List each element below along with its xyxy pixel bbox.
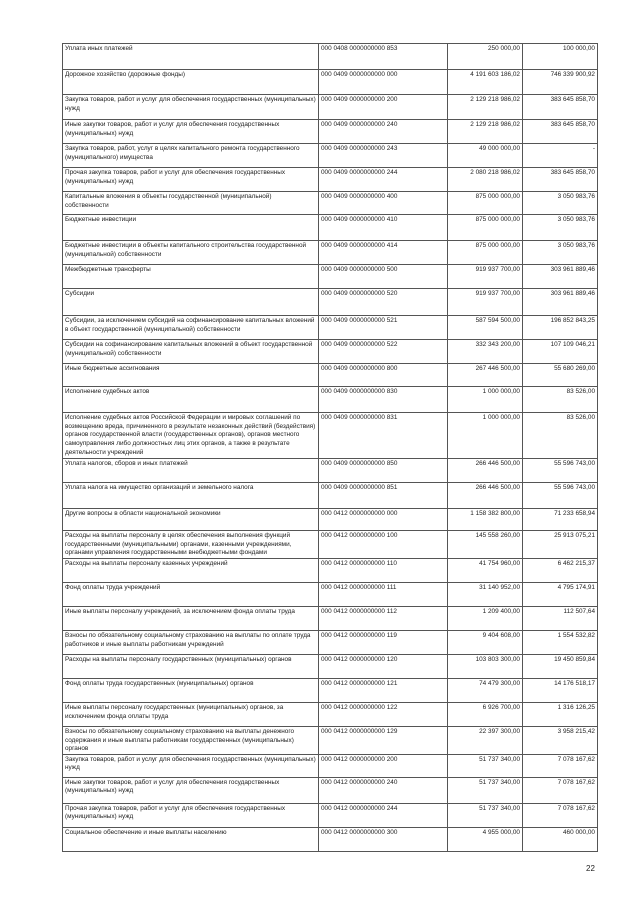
row-plan-cell: 41 754 960,00 (448, 558, 523, 582)
table-row (63, 654, 598, 678)
row-fact-cell: 107 109 046,21 (523, 340, 598, 364)
row-fact-cell: 383 645 858,70 (523, 168, 598, 192)
row-name-cell: Исполнение судебных актов (63, 387, 319, 413)
row-code-cell: 000 0409 0000000000 410 (319, 215, 448, 241)
row-code-cell: 000 0412 0000000000 119 (319, 630, 448, 654)
row-fact-cell: 303 961 889,46 (523, 265, 598, 289)
table-row (63, 726, 598, 754)
row-name-cell: Социальное обеспечение и иные выплаты населению (63, 827, 319, 851)
row-code-cell: 000 0412 0000000000 100 (319, 531, 448, 559)
row-name-cell: Межбюджетные трансферты (63, 265, 319, 289)
row-name-cell: Иные закупки товаров, работ и услуг для обеспечения государственных (муниципальных) нужд (63, 777, 319, 803)
row-fact-cell: 746 339 900,92 (523, 70, 598, 95)
row-plan-cell: 919 937 700,00 (448, 289, 523, 316)
row-fact-cell: 112 507,64 (523, 606, 598, 630)
row-plan-cell: 9 404 608,00 (448, 630, 523, 654)
table-row (63, 241, 598, 265)
budget-expenditure-table (62, 43, 598, 852)
row-name-cell: Субсидии на софинансирование капитальных вложений в объект государственной (муниципальной) собственности (63, 340, 319, 364)
row-fact-cell: - (523, 144, 598, 168)
row-fact-cell: 3 050 983,76 (523, 215, 598, 241)
row-code-cell: 000 0409 0000000000 240 (319, 120, 448, 144)
row-fact-cell: 55 680 269,00 (523, 364, 598, 387)
row-fact-cell: 55 596 743,00 (523, 459, 598, 483)
table-row (63, 120, 598, 144)
row-code-cell: 000 0409 0000000000 500 (319, 265, 448, 289)
row-code-cell: 000 0412 0000000000 244 (319, 803, 448, 827)
row-code-cell: 000 0409 0000000000 000 (319, 70, 448, 95)
row-code-cell: 000 0408 0000000000 853 (319, 44, 448, 70)
row-code-cell: 000 0412 0000000000 111 (319, 582, 448, 606)
row-name-cell: Субсидии, за исключением субсидий на софинансирование капитальных вложений в объект государственной (муниципальной) собственности (63, 316, 319, 340)
row-name-cell: Бюджетные инвестиции (63, 215, 319, 241)
row-plan-cell: 267 446 500,00 (448, 364, 523, 387)
row-code-cell: 000 0412 0000000000 300 (319, 827, 448, 851)
row-name-cell: Другие вопросы в области национальной экономики (63, 509, 319, 531)
row-plan-cell: 6 926 700,00 (448, 702, 523, 726)
row-code-cell: 000 0409 0000000000 521 (319, 316, 448, 340)
row-name-cell: Расходы на выплаты персоналу государственных (муниципальных) органов (63, 654, 319, 678)
row-fact-cell: 1 316 126,25 (523, 702, 598, 726)
row-plan-cell: 250 000,00 (448, 44, 523, 70)
row-code-cell: 000 0409 0000000000 400 (319, 192, 448, 215)
row-fact-cell: 14 176 518,17 (523, 678, 598, 702)
table-row (63, 754, 598, 777)
table-body (63, 44, 598, 852)
row-plan-cell: 1 000 000,00 (448, 387, 523, 413)
row-code-cell: 000 0412 0000000000 122 (319, 702, 448, 726)
row-name-cell: Иные выплаты персоналу учреждений, за исключением фонда оплаты труда (63, 606, 319, 630)
table-row (63, 168, 598, 192)
row-plan-cell: 875 000 000,00 (448, 241, 523, 265)
row-plan-cell: 875 000 000,00 (448, 215, 523, 241)
row-name-cell: Закупка товаров, работ и услуг для обеспечения государственных (муниципальных) нужд (63, 754, 319, 777)
row-name-cell: Фонд оплаты труда учреждений (63, 582, 319, 606)
row-name-cell: Иные бюджетные ассигнования (63, 364, 319, 387)
table-row (63, 777, 598, 803)
row-code-cell: 000 0412 0000000000 200 (319, 754, 448, 777)
table-row (63, 606, 598, 630)
row-code-cell: 000 0412 0000000000 240 (319, 777, 448, 803)
row-plan-cell: 2 129 218 986,02 (448, 120, 523, 144)
table-row (63, 316, 598, 340)
row-code-cell: 000 0409 0000000000 800 (319, 364, 448, 387)
row-fact-cell: 3 050 983,76 (523, 192, 598, 215)
row-name-cell: Иные закупки товаров, работ и услуг для обеспечения государственных (муниципальных) нужд (63, 120, 319, 144)
table-row (63, 827, 598, 851)
row-plan-cell: 2 129 218 986,02 (448, 95, 523, 120)
row-plan-cell: 587 594 500,00 (448, 316, 523, 340)
row-fact-cell: 25 913 075,21 (523, 531, 598, 559)
table-row (63, 630, 598, 654)
row-name-cell: Взносы по обязательному социальному страхованию на выплаты денежного содержания и иные выплаты работникам государственных (муниципальных) органов (63, 726, 319, 754)
row-fact-cell: 7 078 167,62 (523, 777, 598, 803)
table-row (63, 509, 598, 531)
row-code-cell: 000 0412 0000000000 110 (319, 558, 448, 582)
row-fact-cell: 83 526,00 (523, 387, 598, 413)
row-code-cell: 000 0409 0000000000 244 (319, 168, 448, 192)
table-row (63, 531, 598, 559)
row-name-cell: Бюджетные инвестиции в объекты капитального строительства государственной (муниципальной) собственности (63, 241, 319, 265)
table-row (63, 215, 598, 241)
table-row (63, 44, 598, 70)
page-number: 22 (586, 864, 595, 873)
row-plan-cell: 31 140 952,00 (448, 582, 523, 606)
row-fact-cell: 4 795 174,91 (523, 582, 598, 606)
row-code-cell: 000 0412 0000000000 121 (319, 678, 448, 702)
document-page (62, 43, 597, 852)
row-fact-cell: 71 233 658,94 (523, 509, 598, 531)
row-code-cell: 000 0409 0000000000 243 (319, 144, 448, 168)
row-code-cell: 000 0409 0000000000 522 (319, 340, 448, 364)
row-plan-cell: 49 000 000,00 (448, 144, 523, 168)
row-plan-cell: 2 080 218 986,02 (448, 168, 523, 192)
row-plan-cell: 266 446 500,00 (448, 459, 523, 483)
row-name-cell: Субсидии (63, 289, 319, 316)
table-row (63, 387, 598, 413)
row-name-cell: Исполнение судебных актов Российской Федерации и мировых соглашений по возмещению вреда, причиненного в результате незаконных действий (бездействия) органов государственной власти (государственных органов), органов местного самоуправления либо должностных лиц этих органов, а также в результате деятельности учреждений (63, 413, 319, 459)
row-code-cell: 000 0412 0000000000 120 (319, 654, 448, 678)
row-plan-cell: 875 000 000,00 (448, 192, 523, 215)
table-row (63, 483, 598, 509)
row-fact-cell: 6 462 215,37 (523, 558, 598, 582)
row-code-cell: 000 0409 0000000000 520 (319, 289, 448, 316)
row-plan-cell: 332 343 200,00 (448, 340, 523, 364)
row-fact-cell: 383 645 858,70 (523, 120, 598, 144)
row-name-cell: Прочая закупка товаров, работ и услуг для обеспечения государственных (муниципальных) нужд (63, 803, 319, 827)
row-code-cell: 000 0409 0000000000 850 (319, 459, 448, 483)
table-row (63, 558, 598, 582)
row-fact-cell: 1 554 532,82 (523, 630, 598, 654)
row-name-cell: Расходы на выплаты персоналу казенных учреждений (63, 558, 319, 582)
table-row (63, 95, 598, 120)
row-fact-cell: 83 526,00 (523, 413, 598, 459)
table-row (63, 413, 598, 459)
row-plan-cell: 22 397 300,00 (448, 726, 523, 754)
row-name-cell: Дорожное хозяйство (дорожные фонды) (63, 70, 319, 95)
row-name-cell: Закупка товаров, работ и услуг для обеспечения государственных (муниципальных) нужд (63, 95, 319, 120)
row-plan-cell: 103 803 300,00 (448, 654, 523, 678)
table-row (63, 340, 598, 364)
table-row (63, 678, 598, 702)
table-row (63, 459, 598, 483)
row-plan-cell: 51 737 340,00 (448, 754, 523, 777)
row-code-cell: 000 0409 0000000000 200 (319, 95, 448, 120)
row-plan-cell: 145 558 260,00 (448, 531, 523, 559)
row-fact-cell: 460 000,00 (523, 827, 598, 851)
row-plan-cell: 4 955 000,00 (448, 827, 523, 851)
row-fact-cell: 19 450 859,84 (523, 654, 598, 678)
row-plan-cell: 51 737 340,00 (448, 803, 523, 827)
row-fact-cell: 383 645 858,70 (523, 95, 598, 120)
table-row (63, 702, 598, 726)
row-plan-cell: 919 937 700,00 (448, 265, 523, 289)
table-row (63, 70, 598, 95)
row-name-cell: Закупка товаров, работ, услуг в целях капитального ремонта государственного (муниципального) имущества (63, 144, 319, 168)
table-row (63, 364, 598, 387)
row-fact-cell: 196 852 843,25 (523, 316, 598, 340)
row-name-cell: Капитальные вложения в объекты государственной (муниципальной) собственности (63, 192, 319, 215)
row-code-cell: 000 0409 0000000000 414 (319, 241, 448, 265)
row-code-cell: 000 0409 0000000000 831 (319, 413, 448, 459)
table-row (63, 803, 598, 827)
row-plan-cell: 266 446 500,00 (448, 483, 523, 509)
row-plan-cell: 4 191 603 186,02 (448, 70, 523, 95)
row-fact-cell: 100 000,00 (523, 44, 598, 70)
row-name-cell: Уплата иных платежей (63, 44, 319, 70)
row-code-cell: 000 0412 0000000000 000 (319, 509, 448, 531)
row-fact-cell: 55 596 743,00 (523, 483, 598, 509)
row-code-cell: 000 0409 0000000000 830 (319, 387, 448, 413)
row-fact-cell: 3 050 983,76 (523, 241, 598, 265)
row-code-cell: 000 0409 0000000000 851 (319, 483, 448, 509)
row-plan-cell: 51 737 340,00 (448, 777, 523, 803)
row-fact-cell: 3 958 215,42 (523, 726, 598, 754)
row-name-cell: Иные выплаты персоналу государственных (муниципальных) органов, за исключением фонда оплаты труда (63, 702, 319, 726)
table-row (63, 582, 598, 606)
row-plan-cell: 1 000 000,00 (448, 413, 523, 459)
row-fact-cell: 303 961 889,46 (523, 289, 598, 316)
row-name-cell: Уплата налога на имущество организаций и земельного налога (63, 483, 319, 509)
row-plan-cell: 1 209 400,00 (448, 606, 523, 630)
row-name-cell: Фонд оплаты труда государственных (муниципальных) органов (63, 678, 319, 702)
row-name-cell: Взносы по обязательному социальному страхованию на выплаты по оплате труда работников и иные выплаты работникам учреждений (63, 630, 319, 654)
row-name-cell: Расходы на выплаты персоналу в целях обеспечения выполнения функций государственными (муниципальными) органами, казенными учреждениями, органами управления государственными внебюджетными фондами (63, 531, 319, 559)
row-plan-cell: 1 158 382 800,00 (448, 509, 523, 531)
table-row (63, 144, 598, 168)
row-code-cell: 000 0412 0000000000 112 (319, 606, 448, 630)
table-row (63, 192, 598, 215)
row-plan-cell: 74 479 300,00 (448, 678, 523, 702)
row-name-cell: Прочая закупка товаров, работ и услуг для обеспечения государственных (муниципальных) нужд (63, 168, 319, 192)
table-row (63, 265, 598, 289)
row-name-cell: Уплата налогов, сборов и иных платежей (63, 459, 319, 483)
row-code-cell: 000 0412 0000000000 129 (319, 726, 448, 754)
row-fact-cell: 7 078 167,62 (523, 754, 598, 777)
table-row (63, 289, 598, 316)
row-fact-cell: 7 078 167,62 (523, 803, 598, 827)
